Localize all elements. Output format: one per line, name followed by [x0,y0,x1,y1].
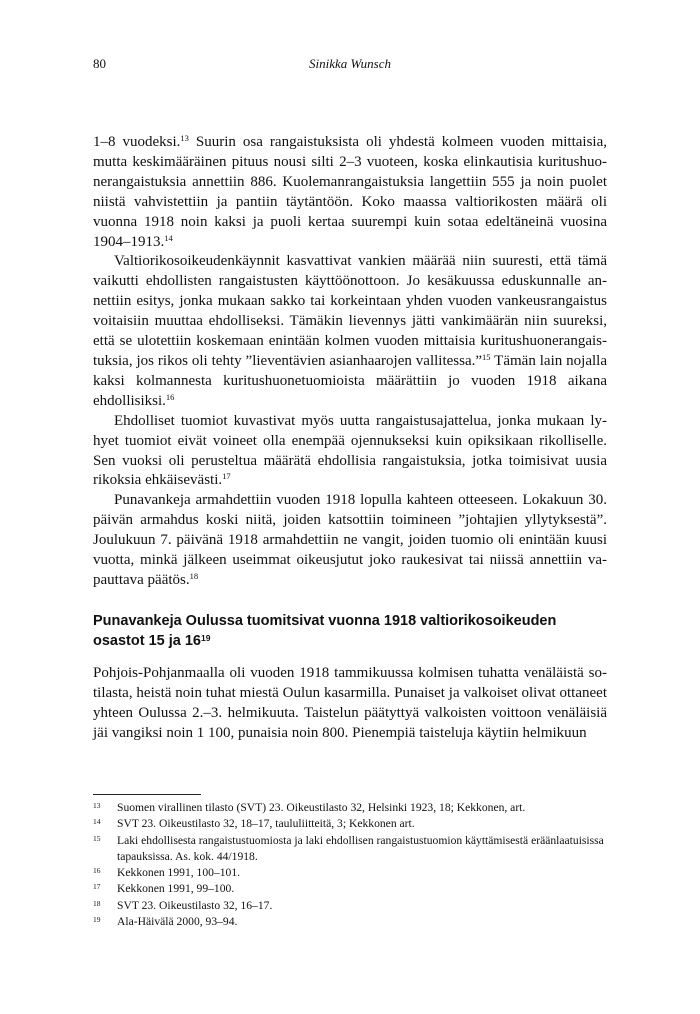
body-text [93,133,607,591]
text-run: Suurin osa rangaistuksista oli yhdestä kolmeen vuoden mittaisia, mutta keskimääräinen pituus nousi silti 2–3 vuoteen, koska elinkautisia kuritushuonerangaistuksia annettiin 886. Kuolemanrangaistuksia langettiin 555 ja noin puolet niistä vahvistettiin ja pantiin täytäntöön. Koko maassa valtiorikosten määrä oli vuonna 1918 noin kaksi ja puoli kertaa suurempi kuin sotaa edeltäneinä vuosina 1904–1913. [93,134,607,250]
text-run: Pohjois-Pohjanmaalla oli vuoden 1918 tammikuussa kolmisen tuhatta venäläistä sotilasta, heistä noin tuhat miestä Oulun kasarmilla. Punaiset ja valkoiset olivat ottaneet yhteen Oulussa 2.–3. helmikuuta. Taistelun päätyttyä valkoisten voittoon venäläisiä jäi vangiksi noin 1 100, punaisia noin 800. Pienempiä taisteluja käytiin helmikuun [93,665,607,741]
footnote [93,800,607,816]
footnote-ref[interactable]: 17 [222,471,231,482]
footnote [93,833,607,866]
footnote-number: 15 [93,833,101,843]
paragraph [93,412,607,492]
footnote [93,898,607,914]
footnote-number: 17 [93,882,101,892]
footnote-text: SVT 23. Oikeustilasto 32, 18–17, taululiitteitä, 3; Kekkonen art. [117,817,415,831]
footnote-number: 18 [93,898,101,908]
footnote-text: Suomen virallinen tilasto (SVT) 23. Oikeustilasto 32, Helsinki 1923, 18; Kekkonen, art. [117,801,526,814]
text-run: Punavankeja armahdettiin vuoden 1918 lopulla kahteen otteeseen. Lokakuun 30. päivän armahdus koski niitä, joiden katsottiin toimineen ”johtajien yllytyksestä”. Joulukuun 7. päivänä 1918 armahdettiin ne vangit, joiden tuomio oli enintään kuusi vuotta, minkä jälkeen useimmat oikeusjutut joko raukesivat tai niissä annettiin vapauttava päätös. [93,492,607,588]
text-run: Tämän lain nojalla kaksi kolmannesta kuritushuonetuomioista määrättiin jo vuoden 1918 aikana ehdollisiksi. [93,352,607,409]
footnote-ref[interactable]: 13 [180,133,189,143]
paragraph [93,491,607,591]
section-heading [93,612,607,651]
paragraph [93,133,607,252]
section-body-text [93,664,607,744]
footnote [93,914,607,930]
footnote-number: 19 [93,915,101,925]
footnote-text: Laki ehdollisesta rangaistustuomiosta ja laki ehdollisen rangaistustuomion käyttämisestä eräänlaatuisissa tapauksissa. As. kok. 44/1918. [117,833,604,863]
footnote-number: 13 [93,801,101,810]
section-heading-text: Punavankeja Oulussa tuomitsivat vuonna 1918 valtiorikosoikeuden osastot 15 ja 16 [93,613,557,649]
footnote-text: Kekkonen 1991, 100–101. [117,866,241,880]
footnote-ref[interactable]: 15 [482,351,491,362]
footnote-separator [93,794,201,795]
footnote [93,865,607,881]
footnote-ref[interactable]: 18 [189,570,199,581]
running-head: Sinikka Wunsch [309,56,391,71]
footnote [93,816,607,832]
footnote-text: SVT 23. Oikeustilasto 32, 16–17. [117,898,273,912]
page-header [93,56,607,72]
text-run: 1–8 vuodeksi. [93,134,181,150]
footnote-ref[interactable]: 16 [165,391,175,402]
page-number: 80 [93,56,106,71]
footnote-number: 16 [93,866,101,876]
text-run: Ehdolliset tuomiot kuvastivat myös uutta rangaistusajattelua, jonka mukaan lyhyet tuomiot eivät voineet olla enempää ojennukseksi kuin opiksikaan rikolliselle. Sen vuoksi oli perusteltua määrätä ehdollisia rangaistuksia, jotka toimisivat uusia rikoksia ehkäisevästi. [93,412,607,489]
footnote-text: Ala-Häivälä 2000, 93–94. [117,915,238,929]
footnote-number: 14 [93,817,101,827]
footnote-text: Kekkonen 1991, 99–100. [117,882,235,896]
footnote [93,881,607,897]
footnote-ref[interactable]: 19 [201,632,211,643]
footnote-ref[interactable]: 14 [164,232,173,243]
text-run: Valtiorikosoikeudenkäynnit kasvattivat vankien määrää niin suuresti, että tämä vaikutti ehdollisten rangaistusten käyttöönottoon. Jo kesäkuussa eduskunnalle annettiin esitys, jonka mukaan sakko tai korkeintaan yhden vuoden vankeusrangaistus voitaisiin muuttaa ehdolliseksi. Tämäkin lievennys jätti vankimäärän niin suureksi, että se ulotettiin koskemaan enintään kolmen vuoden mittaisia kuritushuonerangaistuksia, jos rikos oli tehty ”lieventävien asianhaarojen vallitessa.” [93,253,607,369]
paragraph [93,252,607,411]
paragraph [93,664,607,744]
footnotes-list [93,800,607,930]
